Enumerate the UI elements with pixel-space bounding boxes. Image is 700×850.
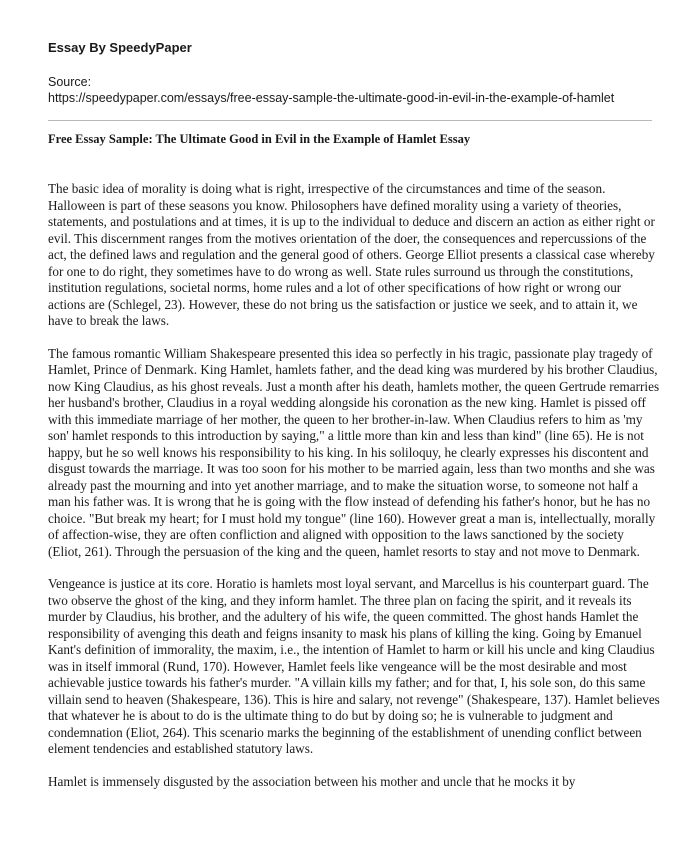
essay-paragraph-1: The basic idea of morality is doing what is right, irrespective of the circumstances and time of the season. Halloween is part of these seasons you know. Philosophers have defined morality using a variety of theories, statements, and postulations and at times, it is up to the individual to deduce and discern an action as either right or evil. This discernment ranges from the motives orientation of the doer, the consequences and repercussions of the act, the defined laws and regulation and the general good of others. George Elliot presents a classical case whereby for one to do right, they sometimes have to do wrong as well. State rules surround us through the constitutions, institution regulations, societal norms, home rules and a lot of other specifications of how right or wrong our actions are (Schlegel, 23). However, these do not bring us the satisfaction or justice we seek, and to attain it, we have to break the laws. <box>48 181 655 328</box>
essay-paragraph-2: The famous romantic William Shakespeare presented this idea so perfectly in his tragic, passionate play tragedy of Hamlet, Prince of Denmark. King Hamlet, hamlets father, and the dead king was murdered by his brother Claudius, now King Claudius, as his ghost reveals. Just a month after his death, hamlets mother, the queen Gertrude remarries her husband's brother, Claudius in a royal wedding alongside his coronation as the new king. Hamlet is pissed off with this immediate marriage of her mother, the queen to her brother-in-law. When Claudius refers to him as 'my son' hamlet responds to this introduction by saying," a little more than kin and less than kind" (line 65). He is not happy, but he so well knows his responsibility to his king. In his soliloquy, he clearly expresses his discontent and disgust towards the marriage. It was too soon for his mother to be married again, less than two months and she was already past the mourning and into yet another marriage, and to make the situation worse, to someone not half a man his father was. It is wrong that he is going with the flow instead of defending his father's honor, but he has no choice. "But break my heart; for I must hold my tongue" (line 160). However great a man is, intellectually, morally of affection-wise, they are often confliction and aligned with opposition to the laws sanctioned by the society (Eliot, 261). Through the persuasion of the king and the queen, hamlet resorts to stay and not move to Denmark. <box>48 345 660 559</box>
source-label: Source: <box>48 75 92 89</box>
essay-paragraph-4: Hamlet is immensely disgusted by the association between his mother and uncle that he mocks it by <box>48 773 576 789</box>
document-page <box>48 40 660 806</box>
source-block <box>48 74 660 106</box>
essay-title: Free Essay Sample: The Ultimate Good in Evil in the Example of Hamlet Essay <box>48 132 471 146</box>
source-url-link[interactable]: https://speedypaper.com/essays/free-essay-sample-the-ultimate-good-in-evil-in-the-example-of-hamlet <box>48 91 615 105</box>
essay-body <box>48 181 660 790</box>
document-header-title: Essay By SpeedyPaper <box>48 40 192 55</box>
header-divider <box>48 120 652 121</box>
essay-paragraph-3: Vengeance is justice at its core. Horatio is hamlets most loyal servant, and Marcellus is his counterpart guard. The two observe the ghost of the king, and they inform hamlet. The three plan on facing the spirit, and it reveals its murder by Claudius, his brother, and the adultery of his wife, the queen committed. The ghost hands Hamlet the responsibility of avenging this death and feigns insanity to mask his plans of killing the king. Going by Emanuel Kant's definition of immorality, the maxim, i.e., the intention of Hamlet to harm or kill his uncle and king Claudius was in itself immoral (Rund, 170). However, Hamlet feels like vengeance will be the most desirable and most achievable justice towards his father's murder. "A villain kills my father; and for that, I, his sole son, do this same villain send to heaven (Shakespeare, 136). This is hire and salary, not revenge" (Shakespeare, 137). Hamlet believes that whatever he is about to do is the ultimate thing to do but by doing so; he is vulnerable to judgment and condemnation (Eliot, 264). This scenario marks the beginning of the establishment of unending conflict between element tendencies and established statutory laws. <box>48 576 660 756</box>
